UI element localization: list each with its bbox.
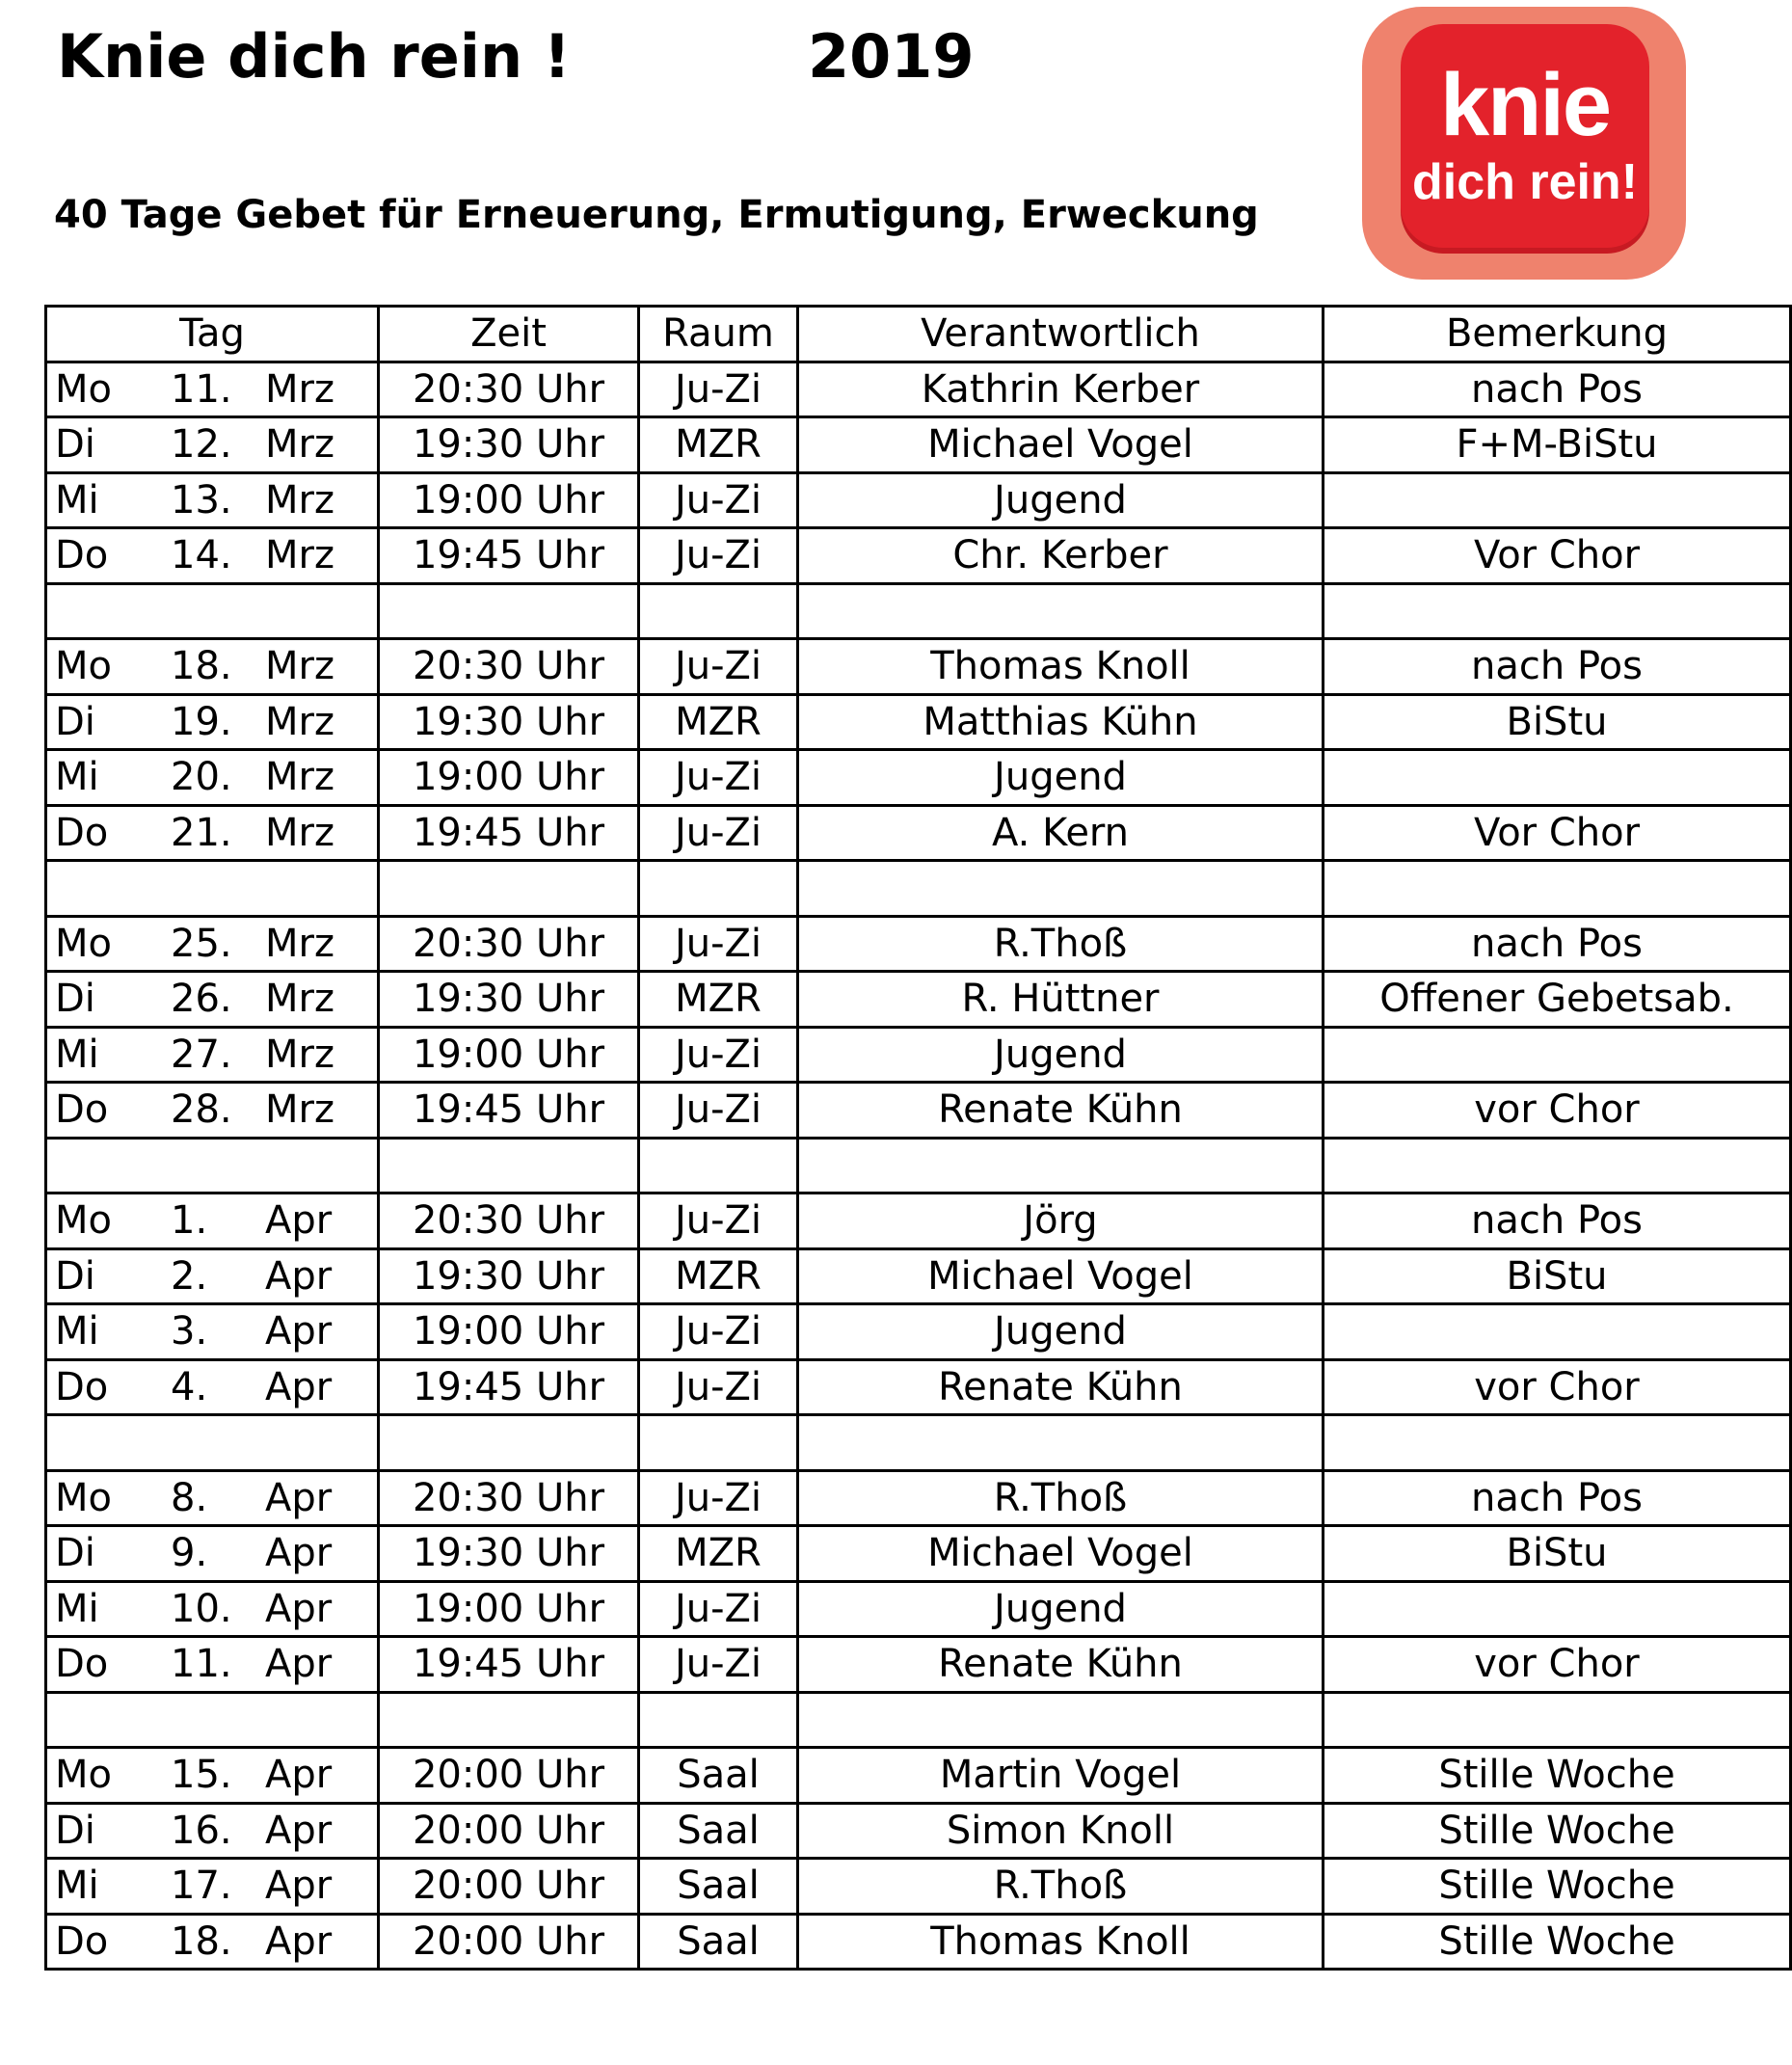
- cell-bemerkung: [1324, 472, 1791, 528]
- cell-day-number: 11.: [171, 366, 232, 412]
- cell-weekday: Do: [55, 533, 109, 578]
- cell-tag: [46, 362, 379, 417]
- knie-dich-rein-logo: [1362, 7, 1686, 280]
- cell-raum: Ju-Zi: [639, 1637, 798, 1693]
- cell-raum: Ju-Zi: [639, 1304, 798, 1360]
- cell-bemerkung: BiStu: [1324, 1248, 1791, 1304]
- cell-month: Apr: [265, 1864, 333, 1909]
- cell-verantwortlich: Jörg: [798, 1193, 1324, 1249]
- table-row: [46, 528, 1791, 584]
- cell-verantwortlich: R.Thoß: [798, 916, 1324, 972]
- table-row: [46, 1526, 1791, 1582]
- cell-day-number: 3.: [171, 1309, 208, 1354]
- logo-badge: [1401, 24, 1649, 248]
- cell-bemerkung: [1324, 1581, 1791, 1637]
- cell-raum: Ju-Zi: [639, 528, 798, 584]
- cell-verantwortlich: Chr. Kerber: [798, 528, 1324, 584]
- cell-raum: Ju-Zi: [639, 1083, 798, 1139]
- cell-zeit: 19:30 Uhr: [379, 972, 639, 1028]
- cell-raum: Ju-Zi: [639, 1193, 798, 1249]
- cell-day-number: 27.: [171, 1032, 232, 1077]
- cell-bemerkung: BiStu: [1324, 1526, 1791, 1582]
- cell-raum: MZR: [639, 694, 798, 750]
- cell-day-number: 28.: [171, 1087, 232, 1133]
- cell-zeit: 19:00 Uhr: [379, 472, 639, 528]
- cell-raum: Ju-Zi: [639, 1027, 798, 1083]
- cell-raum: Ju-Zi: [639, 1359, 798, 1415]
- cell-tag: [46, 1248, 379, 1304]
- table-row: [46, 583, 1791, 639]
- cell-bemerkung: F+M-BiStu: [1324, 417, 1791, 473]
- cell-tag: [46, 1637, 379, 1693]
- cell-tag: [46, 1803, 379, 1859]
- cell-month: Apr: [265, 1198, 333, 1244]
- table-row: [46, 1803, 1791, 1859]
- table-row: [46, 1193, 1791, 1249]
- cell-raum: Ju-Zi: [639, 362, 798, 417]
- cell-verantwortlich: Jugend: [798, 1304, 1324, 1360]
- cell-zeit: 19:30 Uhr: [379, 1526, 639, 1582]
- cell-tag: [46, 1914, 379, 1970]
- cell-tag: [46, 1415, 379, 1471]
- cell-raum: [639, 861, 798, 917]
- cell-day-number: 15.: [171, 1753, 232, 1798]
- cell-raum: MZR: [639, 417, 798, 473]
- cell-zeit: 19:00 Uhr: [379, 1581, 639, 1637]
- table-row: [46, 1859, 1791, 1915]
- cell-bemerkung: Vor Chor: [1324, 528, 1791, 584]
- cell-month: Apr: [265, 1918, 333, 1964]
- cell-raum: Ju-Zi: [639, 639, 798, 695]
- cell-day-number: 9.: [171, 1531, 208, 1576]
- cell-weekday: Mi: [55, 1864, 99, 1909]
- cell-verantwortlich: [798, 1415, 1324, 1471]
- table-row: [46, 1470, 1791, 1526]
- cell-tag: [46, 1304, 379, 1360]
- cell-zeit: [379, 1692, 639, 1748]
- cell-zeit: 20:30 Uhr: [379, 639, 639, 695]
- table-row: [46, 1914, 1791, 1970]
- cell-weekday: Mi: [55, 477, 99, 523]
- cell-bemerkung: [1324, 1027, 1791, 1083]
- cell-raum: Ju-Zi: [639, 750, 798, 806]
- prayer-schedule-table: [44, 305, 1792, 1971]
- cell-raum: Ju-Zi: [639, 1470, 798, 1526]
- cell-weekday: Mi: [55, 755, 99, 800]
- cell-bemerkung: Stille Woche: [1324, 1914, 1791, 1970]
- cell-raum: Ju-Zi: [639, 472, 798, 528]
- cell-tag: [46, 1359, 379, 1415]
- table-row: [46, 750, 1791, 806]
- cell-weekday: Mo: [55, 1198, 112, 1244]
- cell-weekday: Di: [55, 1253, 95, 1299]
- year-label: 2019: [808, 21, 975, 92]
- cell-zeit: 20:30 Uhr: [379, 916, 639, 972]
- cell-bemerkung: [1324, 1304, 1791, 1360]
- page-subtitle: 40 Tage Gebet für Erneuerung, Ermutigung, Erweckung: [54, 193, 1259, 237]
- logo-text-line1: knie: [1439, 56, 1611, 154]
- cell-verantwortlich: Michael Vogel: [798, 1526, 1324, 1582]
- cell-month: Apr: [265, 1586, 333, 1631]
- cell-month: Mrz: [265, 1087, 334, 1133]
- cell-verantwortlich: Martin Vogel: [798, 1748, 1324, 1804]
- cell-bemerkung: Stille Woche: [1324, 1803, 1791, 1859]
- cell-day-number: 10.: [171, 1586, 232, 1631]
- table-row: [46, 417, 1791, 473]
- cell-month: Mrz: [265, 921, 334, 966]
- cell-weekday: Di: [55, 1531, 95, 1576]
- cell-tag: [46, 1692, 379, 1748]
- cell-raum: Saal: [639, 1859, 798, 1915]
- table-header-row: [46, 307, 1791, 362]
- table-row: [46, 1304, 1791, 1360]
- cell-month: Mrz: [265, 422, 334, 468]
- cell-weekday: Mo: [55, 644, 112, 689]
- table-row: [46, 472, 1791, 528]
- table-row: [46, 1248, 1791, 1304]
- cell-verantwortlich: Renate Kühn: [798, 1359, 1324, 1415]
- cell-zeit: 20:00 Uhr: [379, 1803, 639, 1859]
- column-header-verantwortlich: Verantwortlich: [798, 307, 1324, 362]
- cell-tag: [46, 1470, 379, 1526]
- cell-tag: [46, 472, 379, 528]
- table-row: [46, 639, 1791, 695]
- cell-bemerkung: nach Pos: [1324, 916, 1791, 972]
- cell-day-number: 19.: [171, 699, 232, 744]
- cell-verantwortlich: [798, 1692, 1324, 1748]
- table-row: [46, 1027, 1791, 1083]
- cell-verantwortlich: R.Thoß: [798, 1859, 1324, 1915]
- cell-zeit: 19:30 Uhr: [379, 417, 639, 473]
- cell-month: Mrz: [265, 810, 334, 855]
- column-header-bemerkung: Bemerkung: [1324, 307, 1791, 362]
- cell-weekday: Mo: [55, 921, 112, 966]
- cell-raum: MZR: [639, 1248, 798, 1304]
- cell-weekday: Do: [55, 1364, 109, 1409]
- cell-tag: [46, 1138, 379, 1193]
- cell-raum: [639, 1415, 798, 1471]
- cell-raum: [639, 1692, 798, 1748]
- cell-zeit: 19:45 Uhr: [379, 805, 639, 861]
- cell-bemerkung: vor Chor: [1324, 1083, 1791, 1139]
- cell-zeit: [379, 1415, 639, 1471]
- cell-weekday: Mo: [55, 1753, 112, 1798]
- cell-day-number: 13.: [171, 477, 232, 523]
- cell-month: Mrz: [265, 977, 334, 1022]
- cell-month: Apr: [265, 1253, 333, 1299]
- cell-weekday: Do: [55, 1642, 109, 1687]
- logo-text-line2: dich rein!: [1411, 154, 1639, 210]
- cell-month: Apr: [265, 1309, 333, 1354]
- cell-bemerkung: vor Chor: [1324, 1637, 1791, 1693]
- cell-raum: Ju-Zi: [639, 916, 798, 972]
- cell-bemerkung: Offener Gebetsab.: [1324, 972, 1791, 1028]
- cell-tag: [46, 861, 379, 917]
- cell-verantwortlich: Jugend: [798, 1581, 1324, 1637]
- cell-zeit: [379, 861, 639, 917]
- cell-month: Mrz: [265, 1032, 334, 1077]
- cell-tag: [46, 1859, 379, 1915]
- cell-raum: [639, 1138, 798, 1193]
- cell-zeit: [379, 583, 639, 639]
- cell-month: Mrz: [265, 477, 334, 523]
- cell-bemerkung: BiStu: [1324, 694, 1791, 750]
- table-row: [46, 916, 1791, 972]
- cell-month: Mrz: [265, 644, 334, 689]
- cell-verantwortlich: Jugend: [798, 472, 1324, 528]
- cell-tag: [46, 750, 379, 806]
- cell-zeit: 19:45 Uhr: [379, 1083, 639, 1139]
- cell-verantwortlich: Renate Kühn: [798, 1637, 1324, 1693]
- cell-day-number: 12.: [171, 422, 232, 468]
- cell-zeit: 20:30 Uhr: [379, 1193, 639, 1249]
- cell-tag: [46, 639, 379, 695]
- table-row: [46, 1359, 1791, 1415]
- cell-bemerkung: [1324, 1138, 1791, 1193]
- cell-day-number: 8.: [171, 1475, 208, 1520]
- cell-weekday: Di: [55, 422, 95, 468]
- cell-day-number: 26.: [171, 977, 232, 1022]
- cell-weekday: Do: [55, 810, 109, 855]
- table-row: [46, 1083, 1791, 1139]
- cell-zeit: 20:30 Uhr: [379, 362, 639, 417]
- cell-bemerkung: vor Chor: [1324, 1359, 1791, 1415]
- cell-tag: [46, 583, 379, 639]
- cell-verantwortlich: A. Kern: [798, 805, 1324, 861]
- cell-bemerkung: nach Pos: [1324, 362, 1791, 417]
- cell-weekday: Di: [55, 977, 95, 1022]
- cell-zeit: 19:00 Uhr: [379, 1027, 639, 1083]
- table-row: [46, 972, 1791, 1028]
- cell-verantwortlich: Jugend: [798, 1027, 1324, 1083]
- cell-verantwortlich: Simon Knoll: [798, 1803, 1324, 1859]
- table-row: [46, 861, 1791, 917]
- cell-verantwortlich: R. Hüttner: [798, 972, 1324, 1028]
- cell-verantwortlich: [798, 861, 1324, 917]
- cell-day-number: 20.: [171, 755, 232, 800]
- cell-verantwortlich: Thomas Knoll: [798, 1914, 1324, 1970]
- cell-verantwortlich: Matthias Kühn: [798, 694, 1324, 750]
- cell-tag: [46, 528, 379, 584]
- cell-zeit: 19:30 Uhr: [379, 1248, 639, 1304]
- cell-weekday: Di: [55, 699, 95, 744]
- cell-bemerkung: [1324, 861, 1791, 917]
- cell-bemerkung: nach Pos: [1324, 1193, 1791, 1249]
- cell-day-number: 17.: [171, 1864, 232, 1909]
- cell-zeit: 19:45 Uhr: [379, 1637, 639, 1693]
- cell-tag: [46, 1027, 379, 1083]
- cell-month: Apr: [265, 1753, 333, 1798]
- cell-bemerkung: Stille Woche: [1324, 1748, 1791, 1804]
- table-row: [46, 1748, 1791, 1804]
- cell-bemerkung: [1324, 583, 1791, 639]
- column-header-raum: Raum: [639, 307, 798, 362]
- cell-verantwortlich: [798, 583, 1324, 639]
- cell-tag: [46, 417, 379, 473]
- table-row: [46, 1415, 1791, 1471]
- cell-day-number: 4.: [171, 1364, 208, 1409]
- cell-weekday: Mo: [55, 1475, 112, 1520]
- cell-verantwortlich: Kathrin Kerber: [798, 362, 1324, 417]
- cell-zeit: 20:00 Uhr: [379, 1748, 639, 1804]
- cell-raum: Saal: [639, 1914, 798, 1970]
- cell-zeit: 19:45 Uhr: [379, 528, 639, 584]
- cell-raum: Saal: [639, 1803, 798, 1859]
- cell-day-number: 18.: [171, 1918, 232, 1964]
- cell-day-number: 2.: [171, 1253, 208, 1299]
- cell-day-number: 11.: [171, 1642, 232, 1687]
- cell-zeit: 19:00 Uhr: [379, 1304, 639, 1360]
- cell-zeit: 20:30 Uhr: [379, 1470, 639, 1526]
- cell-zeit: 20:00 Uhr: [379, 1914, 639, 1970]
- cell-bemerkung: Stille Woche: [1324, 1859, 1791, 1915]
- cell-tag: [46, 1083, 379, 1139]
- column-header-tag: Tag: [46, 307, 379, 362]
- cell-verantwortlich: Michael Vogel: [798, 1248, 1324, 1304]
- table-row: [46, 1138, 1791, 1193]
- cell-bemerkung: Vor Chor: [1324, 805, 1791, 861]
- cell-month: Mrz: [265, 699, 334, 744]
- cell-bemerkung: [1324, 750, 1791, 806]
- table-row: [46, 1692, 1791, 1748]
- cell-tag: [46, 1193, 379, 1249]
- cell-tag: [46, 1581, 379, 1637]
- cell-weekday: Mi: [55, 1309, 99, 1354]
- cell-month: Mrz: [265, 755, 334, 800]
- cell-zeit: 19:45 Uhr: [379, 1359, 639, 1415]
- table-row: [46, 1637, 1791, 1693]
- column-header-zeit: Zeit: [379, 307, 639, 362]
- cell-zeit: 19:00 Uhr: [379, 750, 639, 806]
- cell-month: Mrz: [265, 533, 334, 578]
- cell-month: Apr: [265, 1364, 333, 1409]
- cell-tag: [46, 1748, 379, 1804]
- page-title: Knie dich rein !: [57, 21, 572, 92]
- cell-weekday: Do: [55, 1918, 109, 1964]
- cell-day-number: 1.: [171, 1198, 208, 1244]
- cell-weekday: Mi: [55, 1032, 99, 1077]
- cell-raum: Ju-Zi: [639, 805, 798, 861]
- cell-verantwortlich: [798, 1138, 1324, 1193]
- cell-tag: [46, 694, 379, 750]
- cell-raum: Saal: [639, 1748, 798, 1804]
- cell-tag: [46, 1526, 379, 1582]
- table-row: [46, 694, 1791, 750]
- cell-verantwortlich: Thomas Knoll: [798, 639, 1324, 695]
- cell-zeit: 20:00 Uhr: [379, 1859, 639, 1915]
- cell-tag: [46, 972, 379, 1028]
- cell-zeit: 19:30 Uhr: [379, 694, 639, 750]
- cell-month: Apr: [265, 1475, 333, 1520]
- cell-tag: [46, 916, 379, 972]
- cell-raum: Ju-Zi: [639, 1581, 798, 1637]
- cell-weekday: Di: [55, 1808, 95, 1853]
- cell-bemerkung: nach Pos: [1324, 1470, 1791, 1526]
- cell-day-number: 21.: [171, 810, 232, 855]
- cell-bemerkung: [1324, 1415, 1791, 1471]
- cell-weekday: Do: [55, 1087, 109, 1133]
- cell-month: Apr: [265, 1531, 333, 1576]
- cell-month: Apr: [265, 1808, 333, 1853]
- table-row: [46, 362, 1791, 417]
- cell-verantwortlich: Michael Vogel: [798, 417, 1324, 473]
- cell-weekday: Mo: [55, 366, 112, 412]
- cell-verantwortlich: R.Thoß: [798, 1470, 1324, 1526]
- cell-raum: MZR: [639, 1526, 798, 1582]
- cell-day-number: 18.: [171, 644, 232, 689]
- cell-verantwortlich: Renate Kühn: [798, 1083, 1324, 1139]
- cell-weekday: Mi: [55, 1586, 99, 1631]
- table-row: [46, 1581, 1791, 1637]
- cell-day-number: 14.: [171, 533, 232, 578]
- cell-zeit: [379, 1138, 639, 1193]
- cell-month: Apr: [265, 1642, 333, 1687]
- cell-day-number: 16.: [171, 1808, 232, 1853]
- cell-verantwortlich: Jugend: [798, 750, 1324, 806]
- table-body: [46, 362, 1791, 1970]
- cell-day-number: 25.: [171, 921, 232, 966]
- cell-raum: MZR: [639, 972, 798, 1028]
- cell-tag: [46, 805, 379, 861]
- cell-month: Mrz: [265, 366, 334, 412]
- table-row: [46, 805, 1791, 861]
- cell-bemerkung: [1324, 1692, 1791, 1748]
- cell-bemerkung: nach Pos: [1324, 639, 1791, 695]
- cell-raum: [639, 583, 798, 639]
